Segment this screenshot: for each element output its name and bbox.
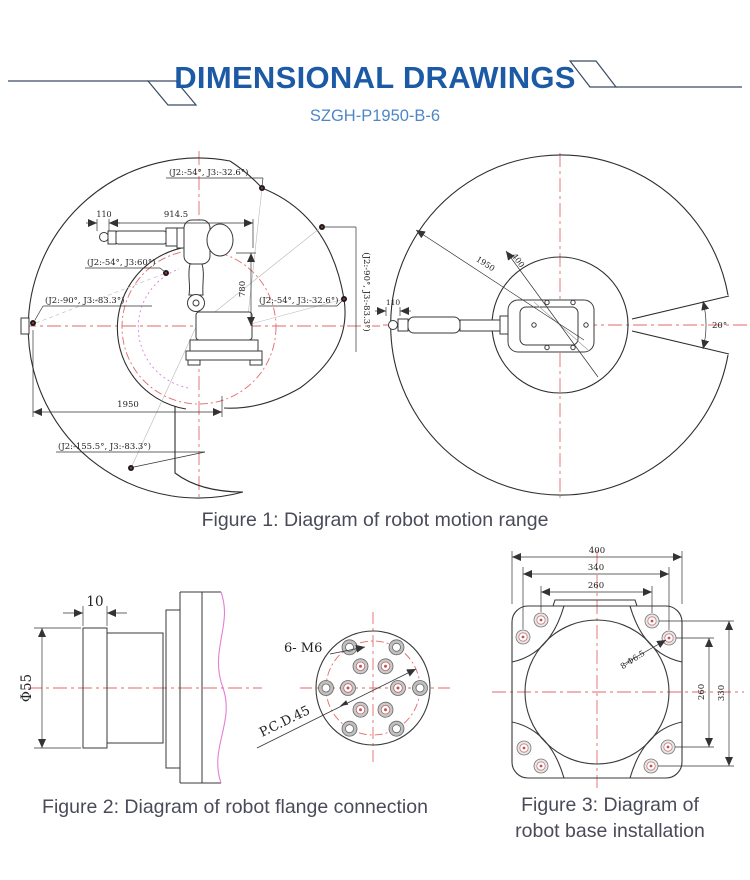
pose-right-label: (J2:-54°, J3:-32.6°): [259, 296, 339, 306]
base-bolt-holes: [516, 613, 676, 773]
figure1-drawing: [0, 145, 750, 505]
base-dim-330-right-label: 330: [717, 684, 727, 702]
angle-20-label: 20°: [712, 321, 728, 331]
model-subtitle: SZGH-P1950-B-6: [309, 107, 441, 125]
fig2-flange-side-view: [19, 592, 262, 783]
fig1-top-view: [375, 153, 747, 498]
base-dim-260-right-label: 260: [697, 683, 707, 701]
pose-left-label: (J2:-90°, J3:-83.3°): [45, 296, 125, 306]
dim-phi55-label: Φ55: [19, 673, 35, 703]
flange-profile: [83, 592, 221, 783]
figure3-caption: [480, 792, 740, 844]
robot-side-silhouette: [21, 220, 262, 365]
dim-1950-label: 1950: [117, 400, 139, 410]
radius-1950-label: 1950: [474, 254, 497, 274]
figure3-caption-line1: Figure 3: Diagram of: [521, 794, 699, 816]
base-dim-340-label: 340: [587, 563, 605, 573]
dim-780-label: 780: [238, 280, 248, 298]
base-dim-260-top-label: 260: [587, 581, 605, 591]
figure2-figure3-drawing: [0, 545, 750, 793]
fig1-side-view: [21, 151, 380, 500]
pose-mid-left-label: (J2:-54°, J3:60°): [87, 258, 156, 268]
fig2-bolt-circle-view: [257, 612, 450, 764]
pcd-label: P.C.D.45: [257, 703, 313, 741]
base-dim-400-label: 400: [588, 546, 606, 556]
radius-400-label: 400: [509, 251, 527, 270]
fig3-base-plate: [492, 546, 744, 788]
base-swivel-arc: [138, 269, 188, 388]
page-title: DIMENSIONAL DRAWINGS: [174, 60, 576, 95]
flange-dimensions: [34, 606, 127, 748]
bolts-6m6-label: 6- M6: [284, 641, 323, 656]
figure3-caption-line2: robot base installation: [515, 820, 705, 842]
pcd-arrowhead: [340, 700, 348, 706]
figure1-caption: Figure 1: Diagram of robot motion range: [201, 509, 549, 531]
break-line: [218, 592, 226, 783]
dim-10-label: 10: [86, 594, 104, 610]
dim-110-label: 110: [96, 210, 112, 219]
figure2-caption: Figure 2: Diagram of robot flange connection: [42, 796, 428, 818]
pose-top-label: (J2:-54°, J3:-32.6°): [169, 168, 249, 178]
base-holes-label: 8-Φ6.5: [618, 648, 647, 672]
top-dim-110-label: 110: [385, 298, 401, 307]
base-dimensions: [512, 551, 734, 766]
pose-right-vertical-label: (J2:-90°, J3:-83.3°): [361, 252, 371, 332]
pose-bottom-label: (J2:-155.5°, J3:-83.3°): [58, 442, 151, 452]
dim-914-label: 914.5: [163, 210, 189, 220]
